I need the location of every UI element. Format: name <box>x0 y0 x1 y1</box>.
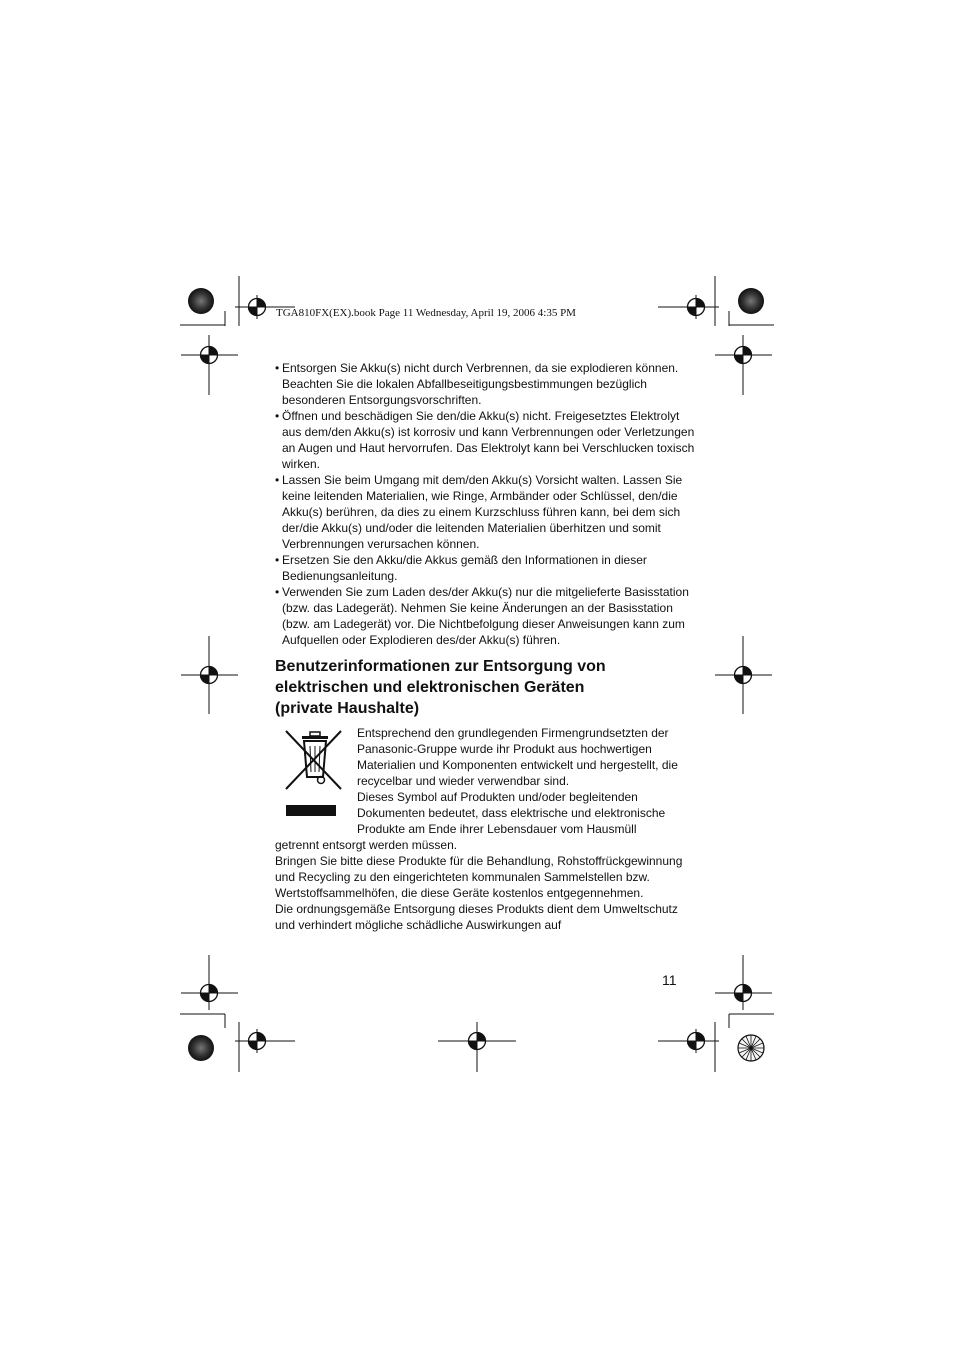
page-content <box>275 360 695 933</box>
list-item: • Öffnen und beschädigen Sie den/die Akku(s) nicht. Freigesetztes Elektrolyt aus dem/den Akku(s) ist korrosiv und kann Verbrennungen oder Verletzungen an Augen und Haut hervorrufen. Das Elektrolyt kann bei Verschlucken toxisch wirken. <box>275 408 695 472</box>
list-item: • Ersetzen Sie den Akku/die Akkus gemäß den Informationen in dieser Bedienungsanleitung. <box>275 552 695 584</box>
weee-info-block <box>275 725 695 837</box>
weee-environment-paragraph: Die ordnungsgemäße Entsorgung dieses Produkts dient dem Umweltschutz und verhindert mögliche schädliche Auswirkungen auf <box>275 902 678 932</box>
print-header: TGA810FX(EX).book Page 11 Wednesday, April 19, 2006 4:35 PM <box>276 307 576 319</box>
page-number: 11 <box>662 972 677 988</box>
heading-line: (private Haushalte) <box>275 700 420 717</box>
weee-text-indented <box>357 725 695 837</box>
weee-intro-paragraph: Entsprechend den grundlegenden Firmengrundsetzten der Panasonic-Gruppe wurde ihr Produkt aus hochwertigen Materialien und Komponenten entwickelt und hergestellt, die recycelbar und wieder verwendbar sind. <box>357 726 678 788</box>
heading-line: Benutzerinformationen zur Entsorgung von <box>275 658 606 675</box>
list-item: • Entsorgen Sie Akku(s) nicht durch Verbrennen, da sie explodieren können. Beachten Sie die lokalen Abfallbeseitigungsbestimmungen bezüglich besonderen Entsorgungsvorschriften. <box>275 360 695 408</box>
safety-bullet-list <box>275 360 695 648</box>
crossed-out-wheelie-bin-icon <box>279 725 349 820</box>
weee-symbol-paragraph-continued: getrennt entsorgt werden müssen. <box>275 838 458 852</box>
list-item: • Lassen Sie beim Umgang mit dem/den Akku(s) Vorsicht walten. Lassen Sie keine leitenden Materialien, wie Ringe, Armbänder oder Schlüssel, den/die Akku(s) berühren, da dies zu einem Kurzschluss führen kann, bei dem sich der/die Akku(s) und/oder die leitenden Materialien überhitzen und somit Verbrennungen verursachen können. <box>275 472 695 552</box>
color-bar-dark-circle <box>188 288 214 314</box>
weee-symbol-paragraph: Dieses Symbol auf Produkten und/oder begleitenden Dokumenten bedeutet, dass elektrische und elektronische Produkte am Ende ihrer Lebensdauer vom Hausmüll <box>357 790 666 836</box>
list-item: • Verwenden Sie zum Laden des/der Akku(s) nur die mitgelieferte Basisstation (bzw. das Ladegerät). Nehmen Sie keine Änderungen an der Basisstation (bzw. am Ladegerät) vor. Die Nichtbefolgung dieser Anweisungen kann zum Aufquellen oder Explodieren des/der Akku(s) führen. <box>275 584 695 648</box>
section-heading <box>275 656 695 719</box>
heading-line: elektrischen und elektronischen Geräten <box>275 679 585 696</box>
weee-collection-paragraph: Bringen Sie bitte diese Produkte für die Behandlung, Rohstoffrückgewinnung und Recycling zu den eingerichteten kommunalen Sammelstellen bzw. Wertstoffsammelhöfen, die diese Geräte kostenlos entgegennehmen. <box>275 854 683 900</box>
